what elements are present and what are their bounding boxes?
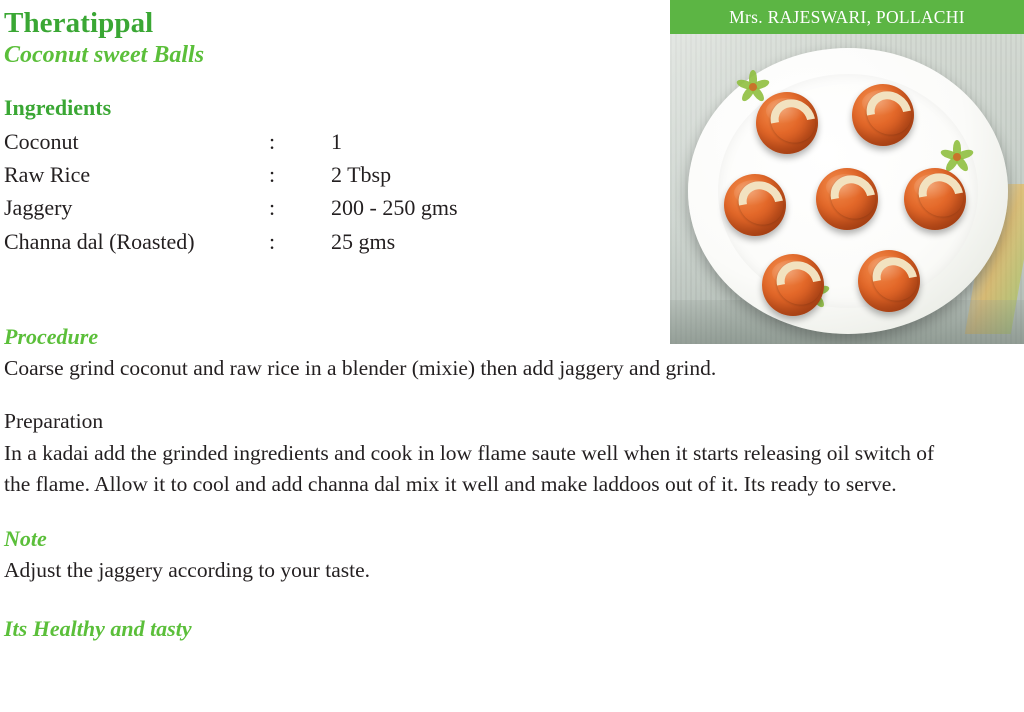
ingredient-quantity: 1 bbox=[331, 128, 342, 154]
plate bbox=[688, 48, 1008, 334]
table-row bbox=[4, 225, 591, 258]
ingredient-name: Raw Rice bbox=[4, 162, 91, 188]
preparation-text: In a kadai add the grinded ingredients and cook in low flame saute well when it starts releasing oil switch of the flame. Allow it to cool and add channa dal mix it well and make laddoos out of it. Its ready to serve. bbox=[4, 441, 935, 497]
recipe-lower-section bbox=[4, 324, 1020, 642]
ingredient-quantity: 2 Tbsp bbox=[331, 162, 392, 188]
ingredient-quantity: 200 - 250 gms bbox=[331, 195, 458, 221]
recipe-content bbox=[0, 0, 660, 258]
procedure-heading: Procedure bbox=[4, 324, 99, 349]
ingredient-quantity: 25 gms bbox=[331, 228, 396, 254]
ingredients-table bbox=[4, 125, 591, 258]
ingredient-separator: : bbox=[269, 228, 276, 254]
tagline: Its Healthy and tasty bbox=[4, 615, 192, 641]
table-row bbox=[4, 158, 591, 191]
recipe-photo bbox=[670, 34, 1024, 344]
photo-credit-banner: Mrs. RAJESWARI, POLLACHI bbox=[670, 0, 1024, 34]
plate-flower-decoration-icon bbox=[736, 70, 770, 104]
note-text: Adjust the jaggery according to your taste. bbox=[4, 558, 370, 583]
preparation-heading: Preparation bbox=[4, 408, 104, 433]
recipe-photo-card bbox=[670, 0, 1024, 344]
recipe-title: Theratippal bbox=[4, 7, 154, 39]
table-row bbox=[4, 191, 591, 224]
ingredient-name: Coconut bbox=[4, 128, 79, 154]
ingredient-separator: : bbox=[269, 162, 276, 188]
ingredient-separator: : bbox=[269, 128, 276, 154]
ingredient-separator: : bbox=[269, 195, 276, 221]
recipe-subtitle: Coconut sweet Balls bbox=[4, 42, 205, 69]
ingredient-name: Jaggery bbox=[4, 195, 73, 221]
procedure-text: Coarse grind coconut and raw rice in a blender (mixie) then add jaggery and grind. bbox=[4, 356, 717, 380]
table-row bbox=[4, 125, 591, 158]
note-heading: Note bbox=[4, 526, 47, 552]
ingredient-name: Channa dal (Roasted) bbox=[4, 228, 195, 254]
ingredients-heading: Ingredients bbox=[4, 94, 112, 120]
